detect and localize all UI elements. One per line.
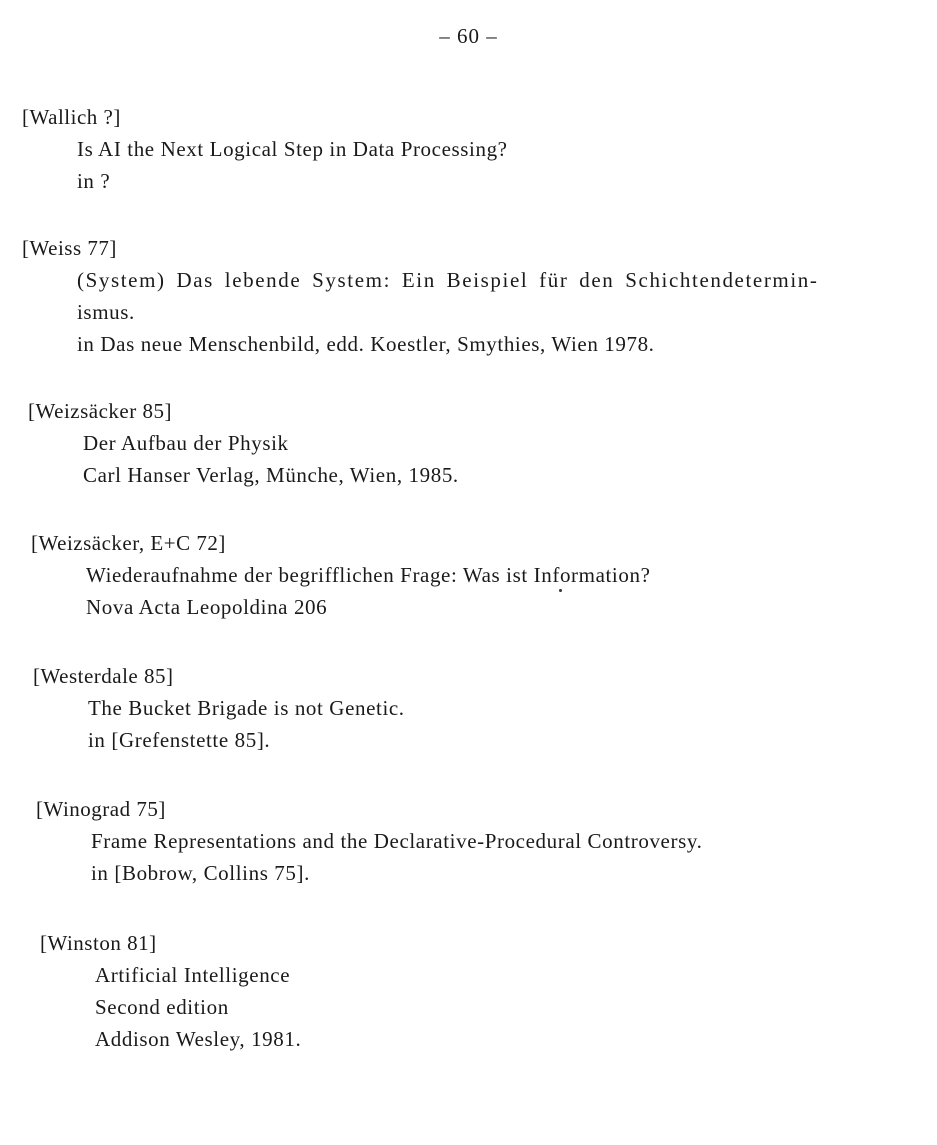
reference-source: Carl Hanser Verlag, Münche, Wien, 1985. [83, 463, 459, 487]
reference-source: Nova Acta Leopoldina 206 [86, 595, 328, 619]
reference-title-continued: ismus. [77, 300, 135, 324]
page-number: – 60 – [439, 24, 498, 48]
reference-key: [Winston 81] [40, 931, 157, 955]
reference-key: [Weizsäcker 85] [28, 399, 172, 423]
reference-source: Addison Wesley, 1981. [95, 1027, 302, 1051]
reference-source: in ? [77, 169, 111, 193]
reference-title: Wiederaufnahme der begrifflichen Frage: Was ist Information? [86, 563, 651, 587]
reference-entry-westerdale [33, 660, 405, 756]
reference-entry-weizsacker-85 [28, 395, 459, 491]
reference-key: [Weiss 77] [22, 236, 117, 260]
reference-entry-weiss [22, 232, 819, 360]
reference-source: in [Bobrow, Collins 75]. [91, 861, 310, 885]
reference-title: Artificial Intelligence [95, 963, 291, 987]
reference-entry-winograd [36, 793, 702, 889]
reference-entry-weizsacker-72 [31, 527, 651, 623]
reference-title: The Bucket Brigade is not Genetic. [88, 696, 405, 720]
reference-entry-winston [40, 927, 301, 1055]
reference-title: Is AI the Next Logical Step in Data Processing? [77, 137, 508, 161]
reference-source: in Das neue Menschenbild, edd. Koestler, Smythies, Wien 1978. [77, 332, 655, 356]
scan-speck [559, 589, 562, 592]
reference-edition: Second edition [95, 995, 229, 1019]
reference-source: in [Grefenstette 85]. [88, 728, 271, 752]
reference-key: [Weizsäcker, E+C 72] [31, 531, 226, 555]
reference-title: Frame Representations and the Declarative-Procedural Controversy. [91, 829, 703, 853]
reference-title: (System) Das lebende System: Ein Beispiel für den Schichtendetermin- [77, 268, 819, 292]
reference-entry-wallich [22, 101, 508, 197]
reference-key: [Westerdale 85] [33, 664, 174, 688]
reference-key: [Winograd 75] [36, 797, 166, 821]
reference-key: [Wallich ?] [22, 105, 121, 129]
reference-title: Der Aufbau der Physik [83, 431, 289, 455]
